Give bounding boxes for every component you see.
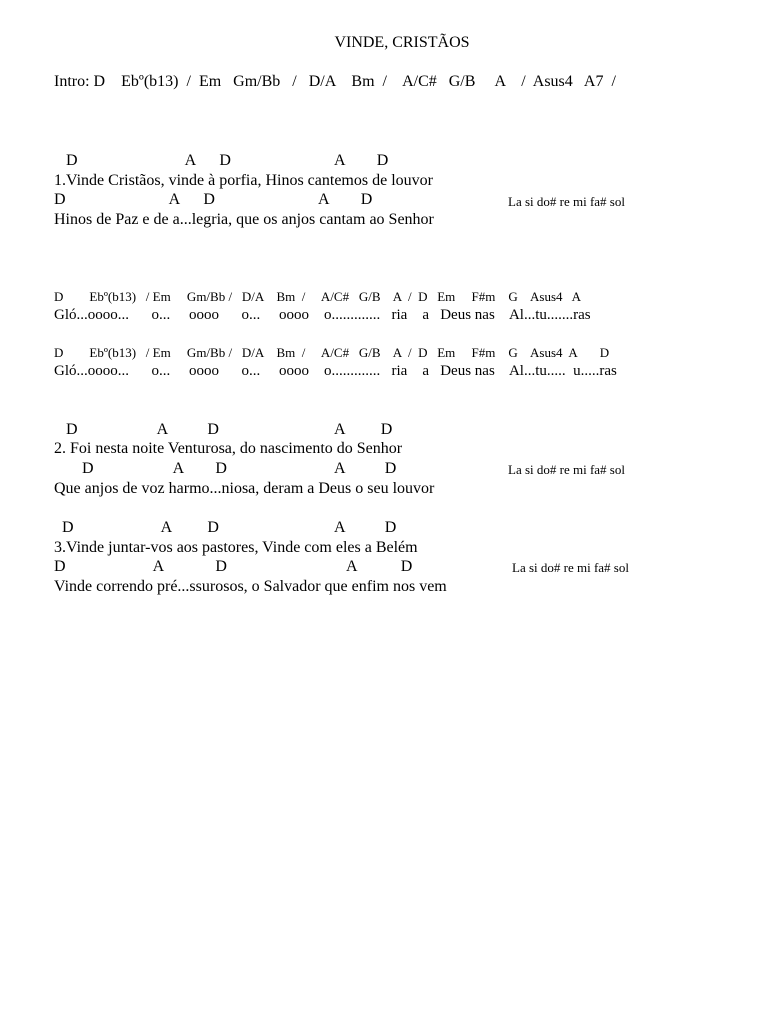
verse1-chords-line1: D A D A D xyxy=(54,152,389,169)
chorus2-chords: D Ebº(b13) / Em Gm/Bb / D/A Bm / A/C# G/B A / D Em F#m G Asus4 A D xyxy=(54,345,610,360)
verse2-lyrics-line1: 2. Foi nesta noite Venturosa, do nascimento do Senhor xyxy=(54,440,403,457)
verse3-chords-line2: D A D A D xyxy=(54,558,413,575)
verse3-scale-note: La si do# re mi fa# sol xyxy=(512,560,629,575)
verse1-lyrics-line1: 1.Vinde Cristãos, vinde à porfia, Hinos cantemos de louvor xyxy=(54,172,433,189)
verse1-chords-line2: D A D A D xyxy=(54,191,373,208)
verse2-lyrics-line2: Que anjos de voz harmo...niosa, deram a Deus o seu louvor xyxy=(54,480,435,497)
intro-chords: Intro: D Ebº(b13) / Em Gm/Bb / D/A Bm / A/C# G/B A / Asus4 A7 / xyxy=(54,73,616,90)
verse1-lyrics-line2: Hinos de Paz e de a...legria, que os anjos cantam ao Senhor xyxy=(54,211,434,228)
chorus1-lyrics: Gló...oooo... o... oooo o... oooo o............. ria a Deus nas Al...tu.......ras xyxy=(54,307,591,323)
verse3-chords-line1: D A D A D xyxy=(54,519,397,536)
verse2-scale-note: La si do# re mi fa# sol xyxy=(508,462,625,477)
verse3-lyrics-line2: Vinde correndo pré...ssurosos, o Salvador que enfim nos vem xyxy=(54,578,447,595)
verse2-chords-line1: D A D A D xyxy=(54,421,393,438)
chorus1-chords: D Ebº(b13) / Em Gm/Bb / D/A Bm / A/C# G/B A / D Em F#m G Asus4 A xyxy=(54,289,581,304)
chorus2-lyrics: Gló...oooo... o... oooo o... oooo o............. ria a Deus nas Al...tu..... u.....ras xyxy=(54,363,617,379)
song-title: VINDE, CRISTÃOS xyxy=(334,34,470,51)
verse1-scale-note: La si do# re mi fa# sol xyxy=(508,194,625,209)
verse3-lyrics-line1: 3.Vinde juntar-vos aos pastores, Vinde com eles a Belém xyxy=(54,539,418,556)
verse2-chords-line2: D A D A D xyxy=(54,460,397,477)
